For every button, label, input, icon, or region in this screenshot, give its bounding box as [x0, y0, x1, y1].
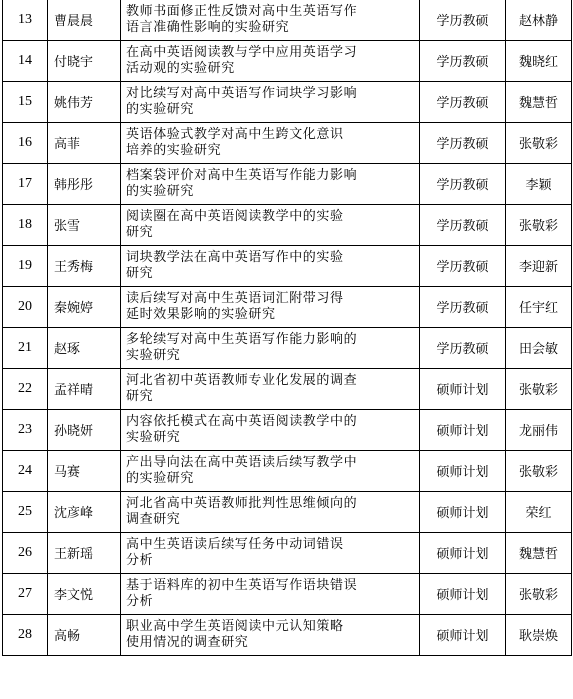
student-name-cell: 姚伟芳	[48, 81, 121, 122]
table-row	[3, 368, 572, 409]
thesis-title-line: 读后续写对高中生英语词汇附带习得	[126, 290, 344, 306]
table-body	[3, 0, 572, 655]
thesis-title-line: 英语体验式教学对高中生跨文化意识	[126, 126, 344, 142]
thesis-title-line: 延时效果影响的实验研究	[126, 306, 276, 322]
thesis-title-line: 阅读圈在高中英语阅读教学中的实验	[126, 208, 344, 224]
row-number-cell: 16	[3, 122, 48, 163]
advisor-cell: 张敬彩	[506, 368, 572, 409]
thesis-title-cell	[121, 122, 420, 163]
advisor-cell: 张敬彩	[506, 450, 572, 491]
degree-type-cell: 学历教硕	[420, 0, 506, 40]
thesis-title-line: 研究	[126, 224, 154, 240]
thesis-title-cell	[121, 204, 420, 245]
thesis-title-line: 河北省初中英语教师专业化发展的调查	[126, 372, 358, 388]
row-number-cell: 22	[3, 368, 48, 409]
degree-type-cell: 硕师计划	[420, 368, 506, 409]
advisor-cell: 张敬彩	[506, 573, 572, 614]
row-number-cell: 19	[3, 245, 48, 286]
advisor-cell: 田会敏	[506, 327, 572, 368]
thesis-title-line: 内容依托模式在高中英语阅读教学中的	[126, 413, 358, 429]
thesis-title-cell	[121, 40, 420, 81]
table-row	[3, 491, 572, 532]
thesis-title-cell	[121, 368, 420, 409]
table-row	[3, 245, 572, 286]
thesis-title-cell	[121, 450, 420, 491]
thesis-title-line: 研究	[126, 265, 154, 281]
row-number-cell: 17	[3, 163, 48, 204]
advisor-cell: 龙丽伟	[506, 409, 572, 450]
thesis-title-line: 对比续写对高中英语写作词块学习影响	[126, 85, 358, 101]
student-name-cell: 孙晓妍	[48, 409, 121, 450]
thesis-title-line: 实验研究	[126, 347, 181, 363]
thesis-title-cell	[121, 81, 420, 122]
row-number-cell: 13	[3, 0, 48, 40]
thesis-title-line: 的实验研究	[126, 183, 195, 199]
advisor-cell: 魏慧哲	[506, 81, 572, 122]
thesis-title-cell	[121, 491, 420, 532]
row-number-cell: 25	[3, 491, 48, 532]
degree-type-cell: 学历教硕	[420, 40, 506, 81]
thesis-title-line: 研究	[126, 388, 154, 404]
student-name-cell: 王新瑶	[48, 532, 121, 573]
degree-type-cell: 学历教硕	[420, 286, 506, 327]
thesis-title-line: 实验研究	[126, 429, 181, 445]
thesis-title-line: 多轮续写对高中生英语写作能力影响的	[126, 331, 358, 347]
table-row	[3, 81, 572, 122]
table-row	[3, 40, 572, 81]
row-number-cell: 18	[3, 204, 48, 245]
thesis-title-line: 教师书面修正性反馈对高中生英语写作	[126, 3, 358, 19]
advisor-cell: 张敬彩	[506, 122, 572, 163]
thesis-title-line: 的实验研究	[126, 101, 195, 117]
row-number-cell: 21	[3, 327, 48, 368]
thesis-title-line: 在高中英语阅读教与学中应用英语学习	[126, 44, 358, 60]
degree-type-cell: 学历教硕	[420, 163, 506, 204]
row-number-cell: 27	[3, 573, 48, 614]
thesis-title-cell	[121, 245, 420, 286]
student-name-cell: 高菲	[48, 122, 121, 163]
advisor-cell: 魏晓红	[506, 40, 572, 81]
degree-type-cell: 学历教硕	[420, 122, 506, 163]
thesis-title-line: 活动观的实验研究	[126, 60, 235, 76]
student-name-cell: 孟祥晴	[48, 368, 121, 409]
thesis-title-cell	[121, 573, 420, 614]
table-row	[3, 327, 572, 368]
thesis-table	[2, 0, 572, 656]
table-row	[3, 0, 572, 40]
thesis-title-line: 语言准确性影响的实验研究	[126, 19, 290, 35]
advisor-cell: 张敬彩	[506, 204, 572, 245]
table-row	[3, 573, 572, 614]
thesis-title-line: 使用情况的调查研究	[126, 634, 249, 650]
advisor-cell: 任宇红	[506, 286, 572, 327]
row-number-cell: 23	[3, 409, 48, 450]
student-name-cell: 马赛	[48, 450, 121, 491]
row-number-cell: 20	[3, 286, 48, 327]
thesis-title-line: 产出导向法在高中英语读后续写教学中	[126, 454, 358, 470]
table-row	[3, 614, 572, 655]
table-row	[3, 204, 572, 245]
degree-type-cell: 硕师计划	[420, 614, 506, 655]
degree-type-cell: 学历教硕	[420, 81, 506, 122]
row-number-cell: 28	[3, 614, 48, 655]
table-row	[3, 286, 572, 327]
degree-type-cell: 硕师计划	[420, 450, 506, 491]
thesis-title-line: 档案袋评价对高中生英语写作能力影响	[126, 167, 358, 183]
student-name-cell: 曹晨晨	[48, 0, 121, 40]
student-name-cell: 付晓宇	[48, 40, 121, 81]
thesis-title-line: 分析	[126, 593, 154, 609]
thesis-title-cell	[121, 614, 420, 655]
table-row	[3, 532, 572, 573]
student-name-cell: 王秀梅	[48, 245, 121, 286]
thesis-title-line: 高中生英语读后续写任务中动词错误	[126, 536, 344, 552]
student-name-cell: 沈彦峰	[48, 491, 121, 532]
degree-type-cell: 硕师计划	[420, 409, 506, 450]
advisor-cell: 耿崇焕	[506, 614, 572, 655]
degree-type-cell: 硕师计划	[420, 573, 506, 614]
advisor-cell: 赵林静	[506, 0, 572, 40]
student-name-cell: 李文悦	[48, 573, 121, 614]
student-name-cell: 张雪	[48, 204, 121, 245]
thesis-title-cell	[121, 163, 420, 204]
table-row	[3, 163, 572, 204]
thesis-title-cell	[121, 327, 420, 368]
table-row	[3, 450, 572, 491]
thesis-title-line: 基于语料库的初中生英语写作语块错误	[126, 577, 358, 593]
thesis-title-cell	[121, 532, 420, 573]
thesis-title-line: 培养的实验研究	[126, 142, 222, 158]
thesis-title-cell	[121, 0, 420, 40]
student-name-cell: 韩彤彤	[48, 163, 121, 204]
row-number-cell: 24	[3, 450, 48, 491]
thesis-title-cell	[121, 409, 420, 450]
thesis-title-cell	[121, 286, 420, 327]
degree-type-cell: 硕师计划	[420, 532, 506, 573]
advisor-cell: 李迎新	[506, 245, 572, 286]
table-row	[3, 409, 572, 450]
table-row	[3, 122, 572, 163]
row-number-cell: 15	[3, 81, 48, 122]
advisor-cell: 魏慧哲	[506, 532, 572, 573]
advisor-cell: 荣红	[506, 491, 572, 532]
thesis-title-line: 词块教学法在高中英语写作中的实验	[126, 249, 344, 265]
degree-type-cell: 硕师计划	[420, 491, 506, 532]
degree-type-cell: 学历教硕	[420, 245, 506, 286]
row-number-cell: 26	[3, 532, 48, 573]
student-name-cell: 赵琢	[48, 327, 121, 368]
thesis-title-line: 的实验研究	[126, 470, 195, 486]
degree-type-cell: 学历教硕	[420, 327, 506, 368]
thesis-title-line: 调查研究	[126, 511, 181, 527]
thesis-title-line: 分析	[126, 552, 154, 568]
advisor-cell: 李颖	[506, 163, 572, 204]
degree-type-cell: 学历教硕	[420, 204, 506, 245]
thesis-title-line: 职业高中学生英语阅读中元认知策略	[126, 618, 344, 634]
thesis-title-line: 河北省高中英语教师批判性思维倾向的	[126, 495, 358, 511]
row-number-cell: 14	[3, 40, 48, 81]
student-name-cell: 高畅	[48, 614, 121, 655]
student-name-cell: 秦婉婷	[48, 286, 121, 327]
